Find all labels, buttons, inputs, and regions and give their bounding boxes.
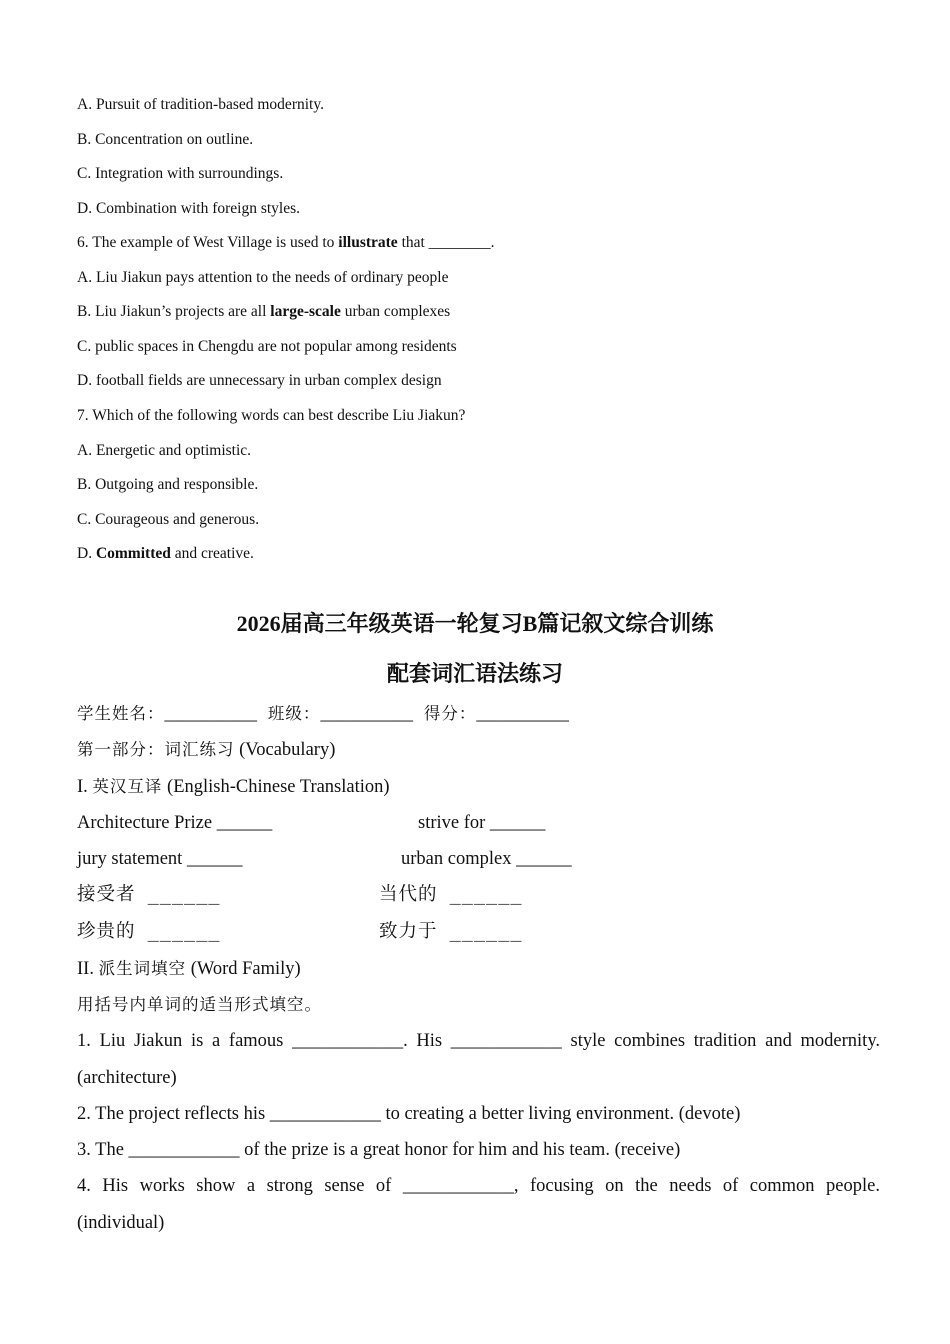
section2-heading-cn: 派生词填空 xyxy=(98,959,187,978)
part1-heading-en: (Vocabulary) xyxy=(234,740,336,760)
section2-heading xyxy=(77,957,301,981)
q5-option-a: A. Pursuit of tradition-based modernity. xyxy=(77,96,324,113)
q5-option-b: B. Concentration on outline. xyxy=(77,131,254,148)
q5-option-d: D. Combination with foreign styles. xyxy=(77,200,301,217)
score-label: 得分： xyxy=(412,704,477,723)
section1-heading xyxy=(77,775,390,799)
q7-option-d xyxy=(77,544,254,564)
q7-option-a: A. Energetic and optimistic. xyxy=(77,442,252,459)
translation-item: 接受者 ______ xyxy=(77,884,221,905)
q6-option-d: D. football fields are unnecessary in urban complex design xyxy=(77,372,442,389)
q6-option-b xyxy=(77,302,450,322)
q6-stem xyxy=(77,233,495,253)
word-family-q2: 2. The project reflects his ____________ to creating a better living environment. (devote) xyxy=(77,1104,741,1124)
q7-option-d-pre: D. xyxy=(77,545,96,562)
q6-option-b-bold: large-scale xyxy=(270,303,341,320)
section1-heading-cn: 英汉互译 xyxy=(92,777,163,796)
section1-num: I. xyxy=(77,777,93,797)
part1-heading xyxy=(77,738,335,762)
q7-option-b: B. Outgoing and responsible. xyxy=(77,476,259,493)
translation-item: 珍贵的 ______ xyxy=(77,921,221,942)
translation-item: jury statement ______ xyxy=(77,849,243,869)
q6-option-b-pre: B. Liu Jiakun’s projects are all xyxy=(77,303,271,320)
translation-item: Architecture Prize ______ xyxy=(77,813,273,833)
word-family-q4-line2: (individual) xyxy=(77,1213,165,1233)
word-family-q1-line2: (architecture) xyxy=(77,1068,177,1088)
student-name-label: 学生姓名： xyxy=(77,704,165,723)
section1-heading-en: (English-Chinese Translation) xyxy=(162,777,390,797)
q7-option-d-bold: Committed xyxy=(95,545,171,562)
class-blank[interactable]: __________ xyxy=(320,704,413,724)
q6-option-b-post: urban complexes xyxy=(340,303,451,320)
q6-stem-pre: 6. The example of West Village is used to xyxy=(77,234,339,251)
q7-stem: 7. Which of the following words can best describe Liu Jiakun? xyxy=(77,407,466,424)
translation-item: strive for ______ xyxy=(418,813,546,833)
word-family-q3: 3. The ____________ of the prize is a great honor for him and his team. (receive) xyxy=(77,1140,681,1160)
translation-item: 致力于 ______ xyxy=(379,921,523,942)
part1-heading-cn: 第一部分：词汇练习 xyxy=(77,740,235,759)
q6-option-a: A. Liu Jiakun pays attention to the needs of ordinary people xyxy=(77,269,449,286)
q6-stem-post: that ________. xyxy=(397,234,495,251)
worksheet-title: 2026届高三年级英语一轮复习B篇记叙文综合训练 xyxy=(236,611,714,636)
word-family-q4-line1: 4. His works show a strong sense of ____________, focusing on the needs of common people. xyxy=(77,1176,880,1196)
q7-option-c: C. Courageous and generous. xyxy=(77,511,260,528)
translation-item: urban complex ______ xyxy=(401,849,572,869)
worksheet-subtitle: 配套词汇语法练习 xyxy=(386,661,563,686)
student-name-blank[interactable]: __________ xyxy=(164,704,257,724)
class-label: 班级： xyxy=(257,704,321,723)
section2-heading-en: (Word Family) xyxy=(186,959,301,979)
q6-option-c: C. public spaces in Chengdu are not popular among residents xyxy=(77,338,457,355)
q6-stem-bold: illustrate xyxy=(338,234,398,251)
word-family-q1-line1: 1. Liu Jiakun is a famous ____________. His ____________ style combines tradition and modernity. xyxy=(77,1031,880,1051)
score-blank[interactable]: __________ xyxy=(476,704,569,724)
section2-instruction: 用括号内单词的适当形式填空。 xyxy=(77,995,322,1014)
translation-item: 当代的 ______ xyxy=(379,884,523,905)
q5-option-c: C. Integration with surroundings. xyxy=(77,165,284,182)
student-info-line xyxy=(77,702,569,726)
section2-num: II. xyxy=(77,959,99,979)
q7-option-d-post: and creative. xyxy=(170,545,254,562)
